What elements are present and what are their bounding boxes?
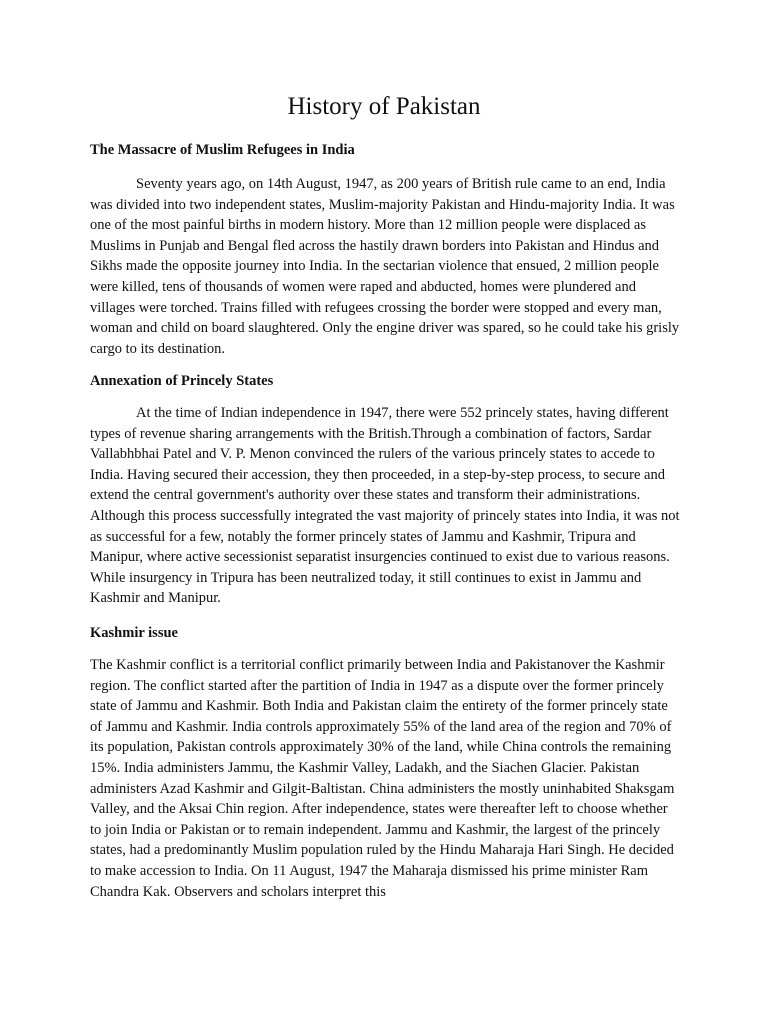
section-paragraph-massacre: Seventy years ago, on 14th August, 1947, as 200 years of British rule came to an end, India was divided into two independent states, Muslim-majority Pakistan and Hindu-majority India. It was one of the most painful births in modern history. More than 12 million people were displaced as Muslims in Punjab and Bengal fled across the hastily drawn borders into Pakistan and Hindus and Sikhs made the opposite journey into India. In the sectarian violence that ensued, 2 million people were killed, tens of thousands of women were raped and abducted, homes were plundered and villages were torched. Trains filled with refugees crossing the border were stopped and every man, woman and child on board slaughtered. Only the engine driver was spared, so he could take his grisly cargo to its destination. bbox=[90, 176, 680, 357]
section-paragraph-kashmir: The Kashmir conflict is a territorial conflict primarily between India and Pakistanover the Kashmir region. The conflict started after the partition of India in 1947 as a dispute over the former princely state of Jammu and Kashmir. Both India and Pakistan claim the entirety of the former princely state of Jammu and Kashmir. India controls approximately 55% of the land area of the region and 70% of its population, Pakistan controls approximately 30% of the land, while China controls the remaining 15%. India administers Jammu, the Kashmir Valley, Ladakh, and the Siachen Glacier. Pakistan administers Azad Kashmir and Gilgit-Baltistan. China administers the mostly uninhabited Shaksgam Valley, and the Aksai Chin region. After independence, states were thereafter left to choose whether to join India or Pakistan or to remain independent. Jammu and Kashmir, the largest of the princely states, had a predominantly Muslim population ruled by the Hindu Maharaja Hari Singh. He decided to make accession to India. On 11 August, 1947 the Maharaja dismissed his prime minister Ram Chandra Kak. Observers and scholars interpret this bbox=[90, 657, 675, 900]
section-heading-princely-states: Annexation of Princely States bbox=[90, 373, 274, 389]
document-title: History of Pakistan bbox=[287, 93, 481, 120]
section-heading-kashmir: Kashmir issue bbox=[90, 625, 178, 641]
section-heading-massacre: The Massacre of Muslim Refugees in India bbox=[90, 142, 355, 158]
section-paragraph-princely-states: At the time of Indian independence in 1947, there were 552 princely states, having different types of revenue sharing arrangements with the British.Through a combination of factors, Sardar Vallabhbhai Patel and V. P. Menon convinced the rulers of the various princely states to accede to India. Having secured their accession, they then proceeded, in a step-by-step process, to secure and extend the central government's authority over these states and transform their administrations. Although this process successfully integrated the vast majority of princely states into India, it was not as successful for a few, notably the former princely states of Jammu and Kashmir, Tripura and Manipur, where active secessionist separatist insurgencies continued to exist due to various reasons. While insurgency in Tripura has been neutralized today, it still continues to exist in Jammu and Kashmir and Manipur. bbox=[90, 405, 680, 607]
